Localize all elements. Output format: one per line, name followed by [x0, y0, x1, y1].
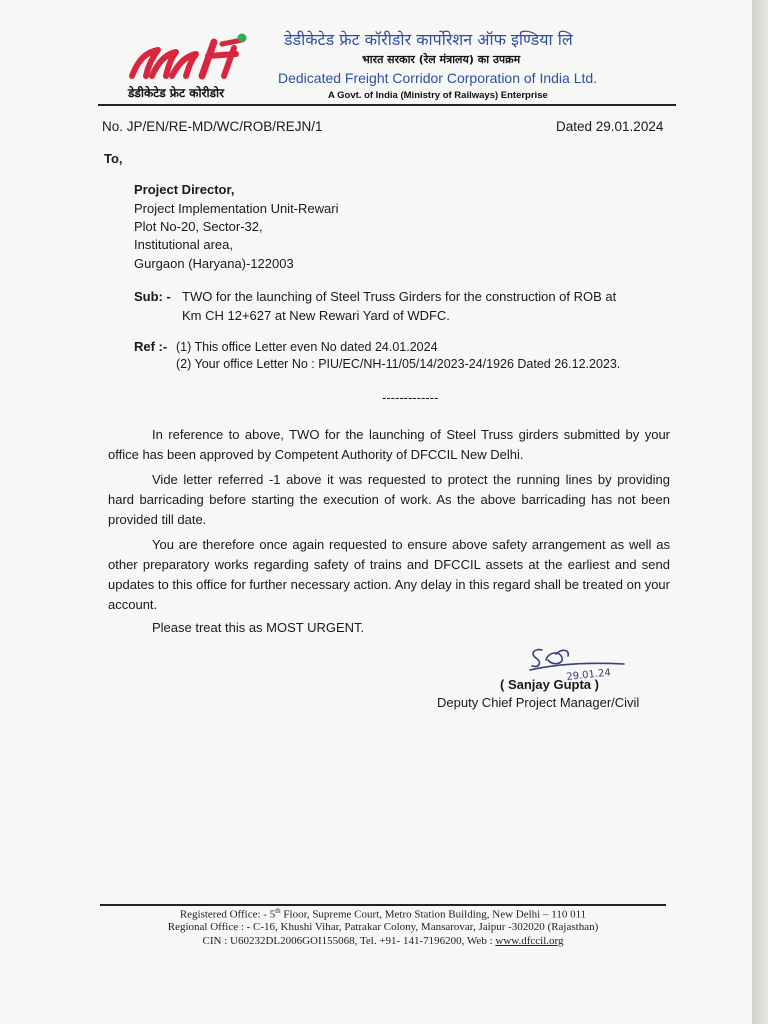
section-divider: -------------: [382, 390, 439, 405]
address-line: Plot No-20, Sector-32,: [134, 219, 263, 234]
subject-line: TWO for the launching of Steel Truss Girders for the construction of ROB at: [182, 289, 617, 304]
cin-line: [100, 935, 666, 947]
address-line: Project Implementation Unit-Rewari: [134, 201, 339, 216]
regional-office-line: Regional Office : - C-16, Khushi Vihar, Patrakar Colony, Mansarovar, Jaipur -302020 (Rajasthan): [167, 921, 599, 933]
signature-date: 29.01.24: [565, 667, 612, 682]
signatory-designation: Deputy Chief Project Manager/Civil: [437, 695, 640, 710]
govt-line-hindi: भारत सरकार (रेल मंत्रालय) का उपक्रम: [362, 53, 521, 66]
body-paragraph: In reference to above, TWO for the launching of Steel Truss girders submitted by your office has been approved by Competent Authority of DFCCIL New Delhi.: [108, 427, 670, 462]
body-paragraph: Vide letter referred -1 above it was requested to protect the running lines by providing hard barricading before starting the execution of work. As the above barricading has not been provided till date.: [108, 472, 670, 527]
subject-label: Sub: -: [134, 289, 171, 304]
registered-office-line: [100, 907, 666, 921]
addressee-title: Project Director,: [134, 182, 235, 197]
subject-line: Km CH 12+627 at New Rewari Yard of WDFC.: [182, 308, 450, 323]
body-paragraph: You are therefore once again requested to ensure above safety arrangement as well as other preparatory works regarding safety of trains and DFCCIL assets at the earliest and send updates to this office for further necessary action. Any delay in this regard shall be treated on your account.: [108, 537, 670, 612]
registered-office-sup: th: [275, 907, 281, 915]
footer-rule: [100, 904, 666, 906]
company-name-hindi: डेडीकेटेड फ्रेट कॉरीडोर कार्पोरेशन ऑफ इण्डिया लि: [284, 30, 573, 49]
letter-date: Dated 29.01.2024: [556, 119, 664, 134]
registered-office-prefix: Registered Office: - 5: [179, 908, 276, 921]
closing-line: Please treat this as MOST URGENT.: [152, 620, 365, 635]
salutation-to: To,: [104, 151, 123, 166]
website-link[interactable]: www.dfccil.org: [495, 935, 564, 947]
signatory-name: ( Sanjay Gupta ): [500, 677, 599, 692]
header-rule: [98, 104, 676, 106]
page-edge-shadow: [752, 0, 768, 1024]
letter-reference-number: No. JP/EN/RE-MD/WC/ROB/REJN/1: [102, 119, 323, 134]
handwritten-signature: [526, 642, 636, 682]
registered-office-rest: Floor, Supreme Court, Metro Station Building, New Delhi – 110 011: [280, 908, 587, 921]
cin-text: CIN : U60232DL2006GOI155068, Tel. +91- 141-7196200, Web :: [202, 935, 496, 947]
logo-caption: डेडीकेटेड फ्रेट कोरीडोर: [128, 86, 225, 100]
reference-item: (2) Your office Letter No : PIU/EC/NH-11/05/14/2023-24/1926 Dated 26.12.2023.: [176, 357, 621, 371]
govt-line-english: A Govt. of India (Ministry of Railways) Enterprise: [328, 90, 548, 101]
address-line: Institutional area,: [134, 237, 234, 252]
address-line: Gurgaon (Haryana)-122003: [134, 256, 294, 271]
reference-item: (1) This office Letter even No dated 24.01.2024: [176, 340, 438, 354]
company-name-english: Dedicated Freight Corridor Corporation of India Ltd.: [278, 70, 598, 86]
reference-label: Ref :-: [134, 339, 168, 354]
